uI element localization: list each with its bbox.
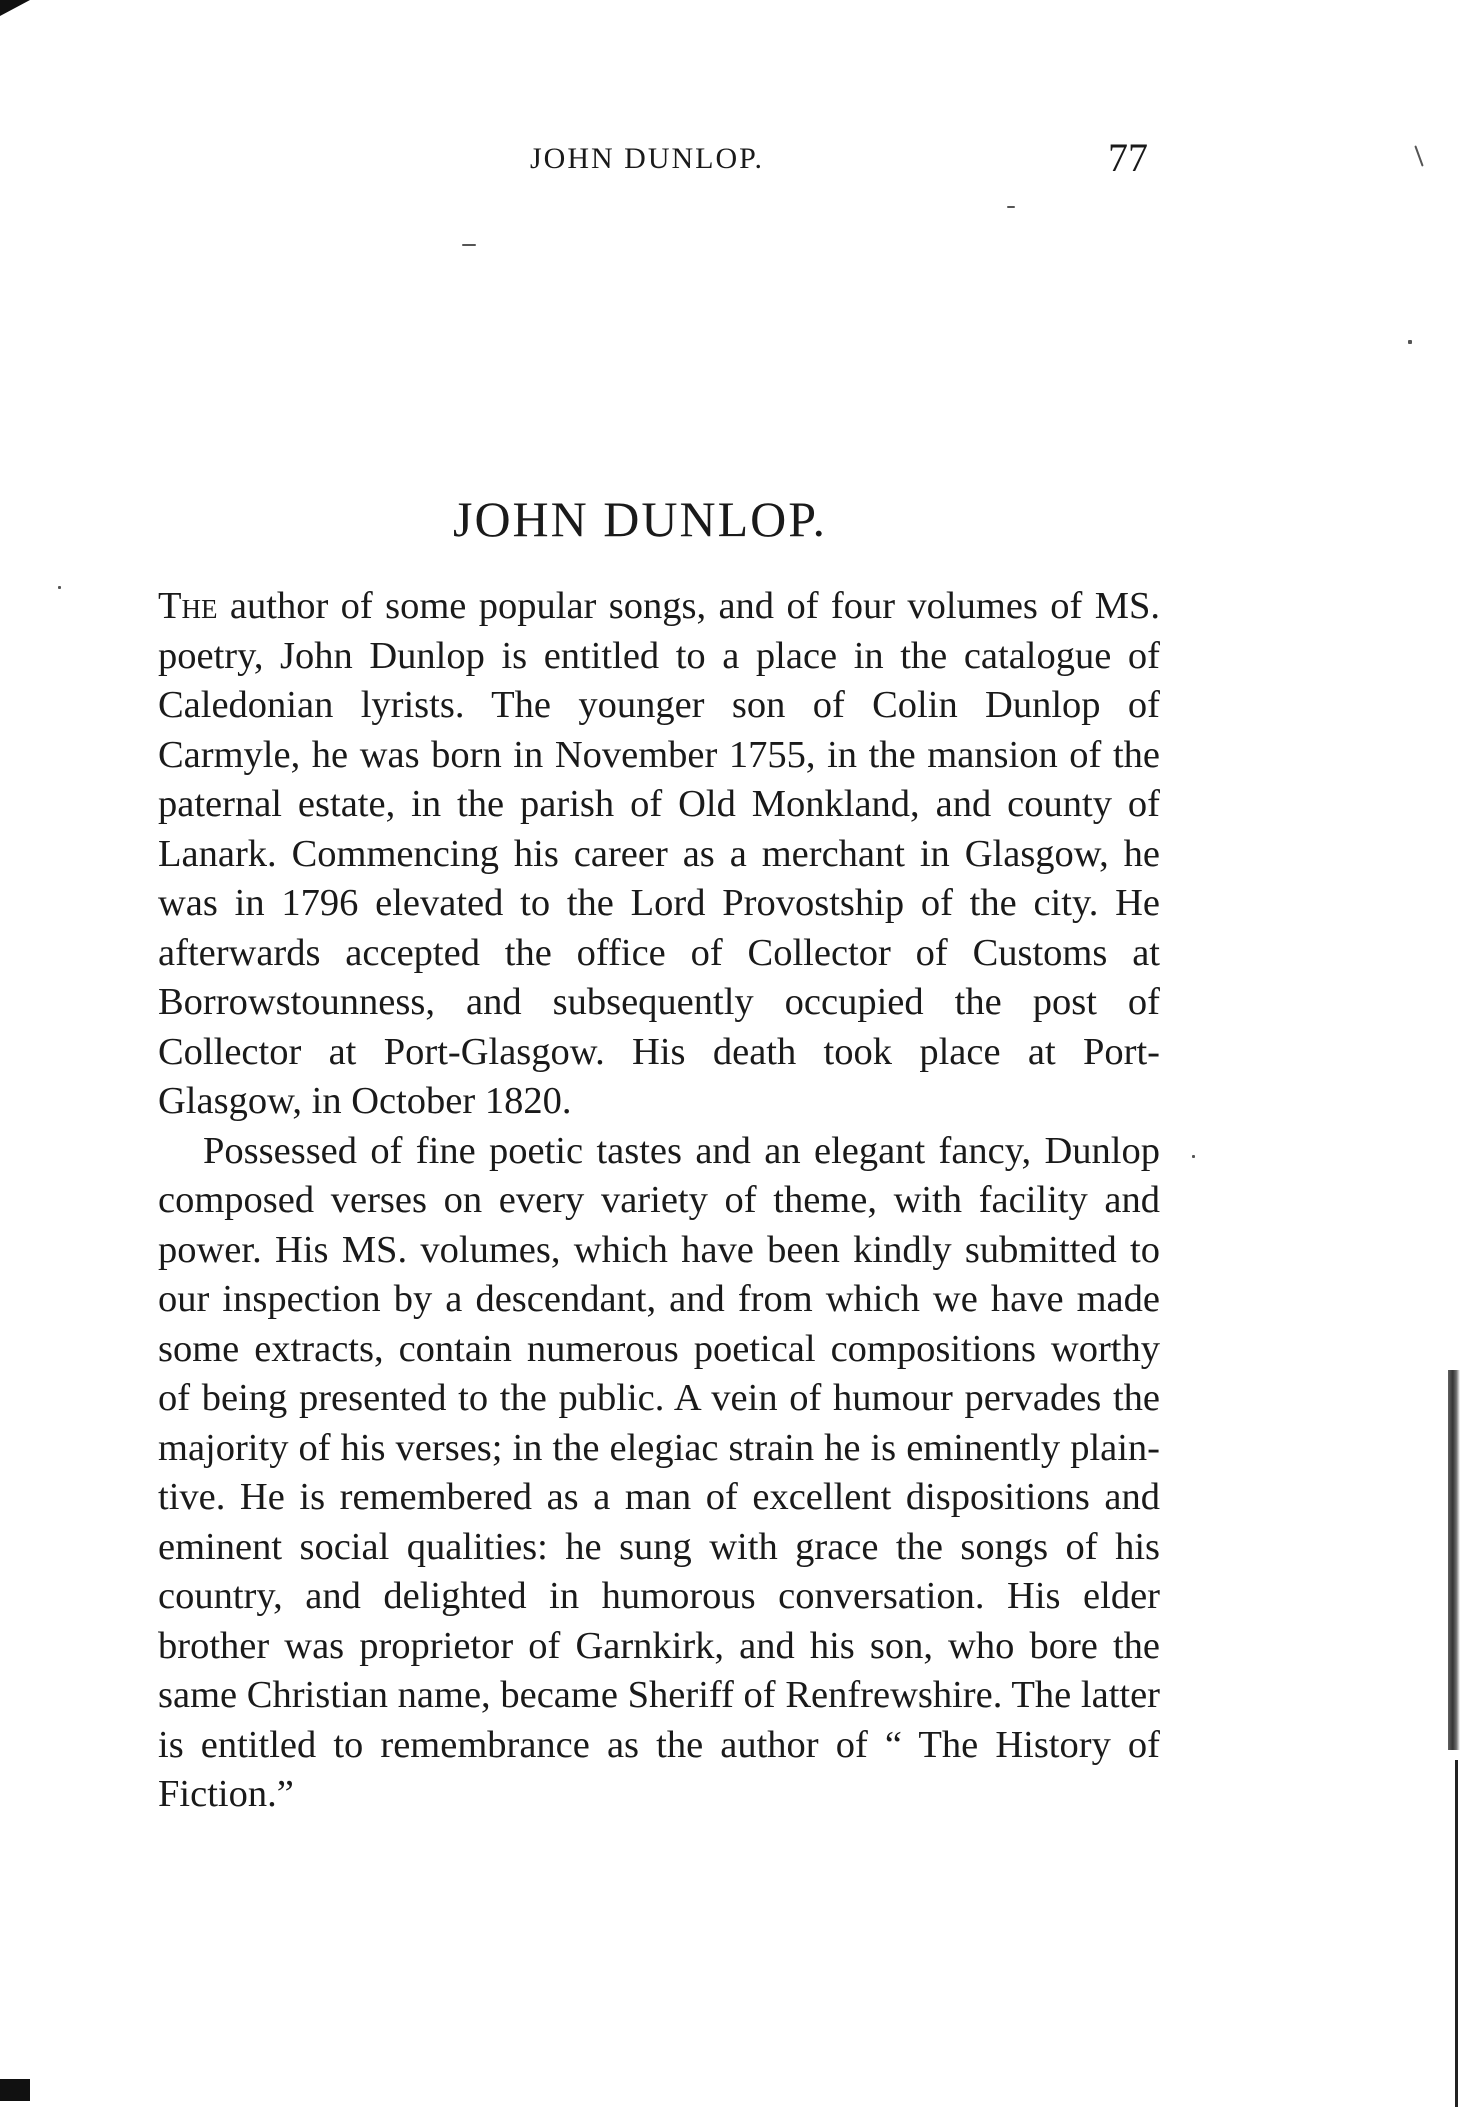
scan-speck xyxy=(1414,145,1423,166)
paragraph-1 xyxy=(158,582,1160,1127)
scan-edge-line xyxy=(1455,1760,1458,2107)
body-text xyxy=(158,582,1160,1820)
scan-speck xyxy=(58,586,61,589)
paragraph-1-lead-word: The xyxy=(158,585,218,627)
scan-speck xyxy=(462,244,476,246)
paragraph-2: Possessed of fine poetic tastes and an elegant fancy, Dunlop composed verses on every variety of theme, with facility and power. His MS. volumes, which have been kindly submitted to our inspection by a descendant, and from which we have made some extracts, contain numerous poetical compositions worthy of being presented to the public. A vein of humour pervades the majority of his verses; in the elegiac strain he is eminently plaintive. He is remembered as a man of excellent dispositions and eminent social qualities: he sung with grace the songs of his country, and delighted in humorous conversation. His elder brother was proprietor of Garnkirk, and his son, who bore the same Christian name, became Sheriff of Renfrewshire. The latter is entitled to remembrance as the author of “ The History of Fiction.” xyxy=(158,1129,1160,1815)
scan-corner-mark-bottom xyxy=(0,2079,30,2101)
page-number: 77 xyxy=(1108,135,1148,180)
scan-corner-mark xyxy=(0,0,30,16)
chapter-title: JOHN DUNLOP. xyxy=(452,491,828,547)
scan-edge-shadow xyxy=(1448,1370,1460,1750)
paragraph-1-text: author of some popular songs, and of four volumes of MS. poetry, John Dunlop is entitled to a place in the catalogue of Caledonian lyrists. The younger son of Colin Dunlop of Carmyle, he was born in November 1755, in the mansion of the paternal estate, in the parish of Old Monkland, and county of Lanark. Commencing his career as a merchant in Glasgow, he was in 1796 elevated to the Lord Provostship of the city. He afterwards accepted the office of Collector of Customs at Borrowstounness, and subsequently occupied the post of Collector at Port-Glasgow. His death took place at Port-Glasgow, in October 1820. xyxy=(158,585,1160,1122)
scan-speck xyxy=(1192,1155,1195,1158)
scan-speck xyxy=(1007,206,1015,208)
running-head-title: JOHN DUNLOP. xyxy=(530,142,765,175)
scan-speck xyxy=(1408,340,1412,344)
